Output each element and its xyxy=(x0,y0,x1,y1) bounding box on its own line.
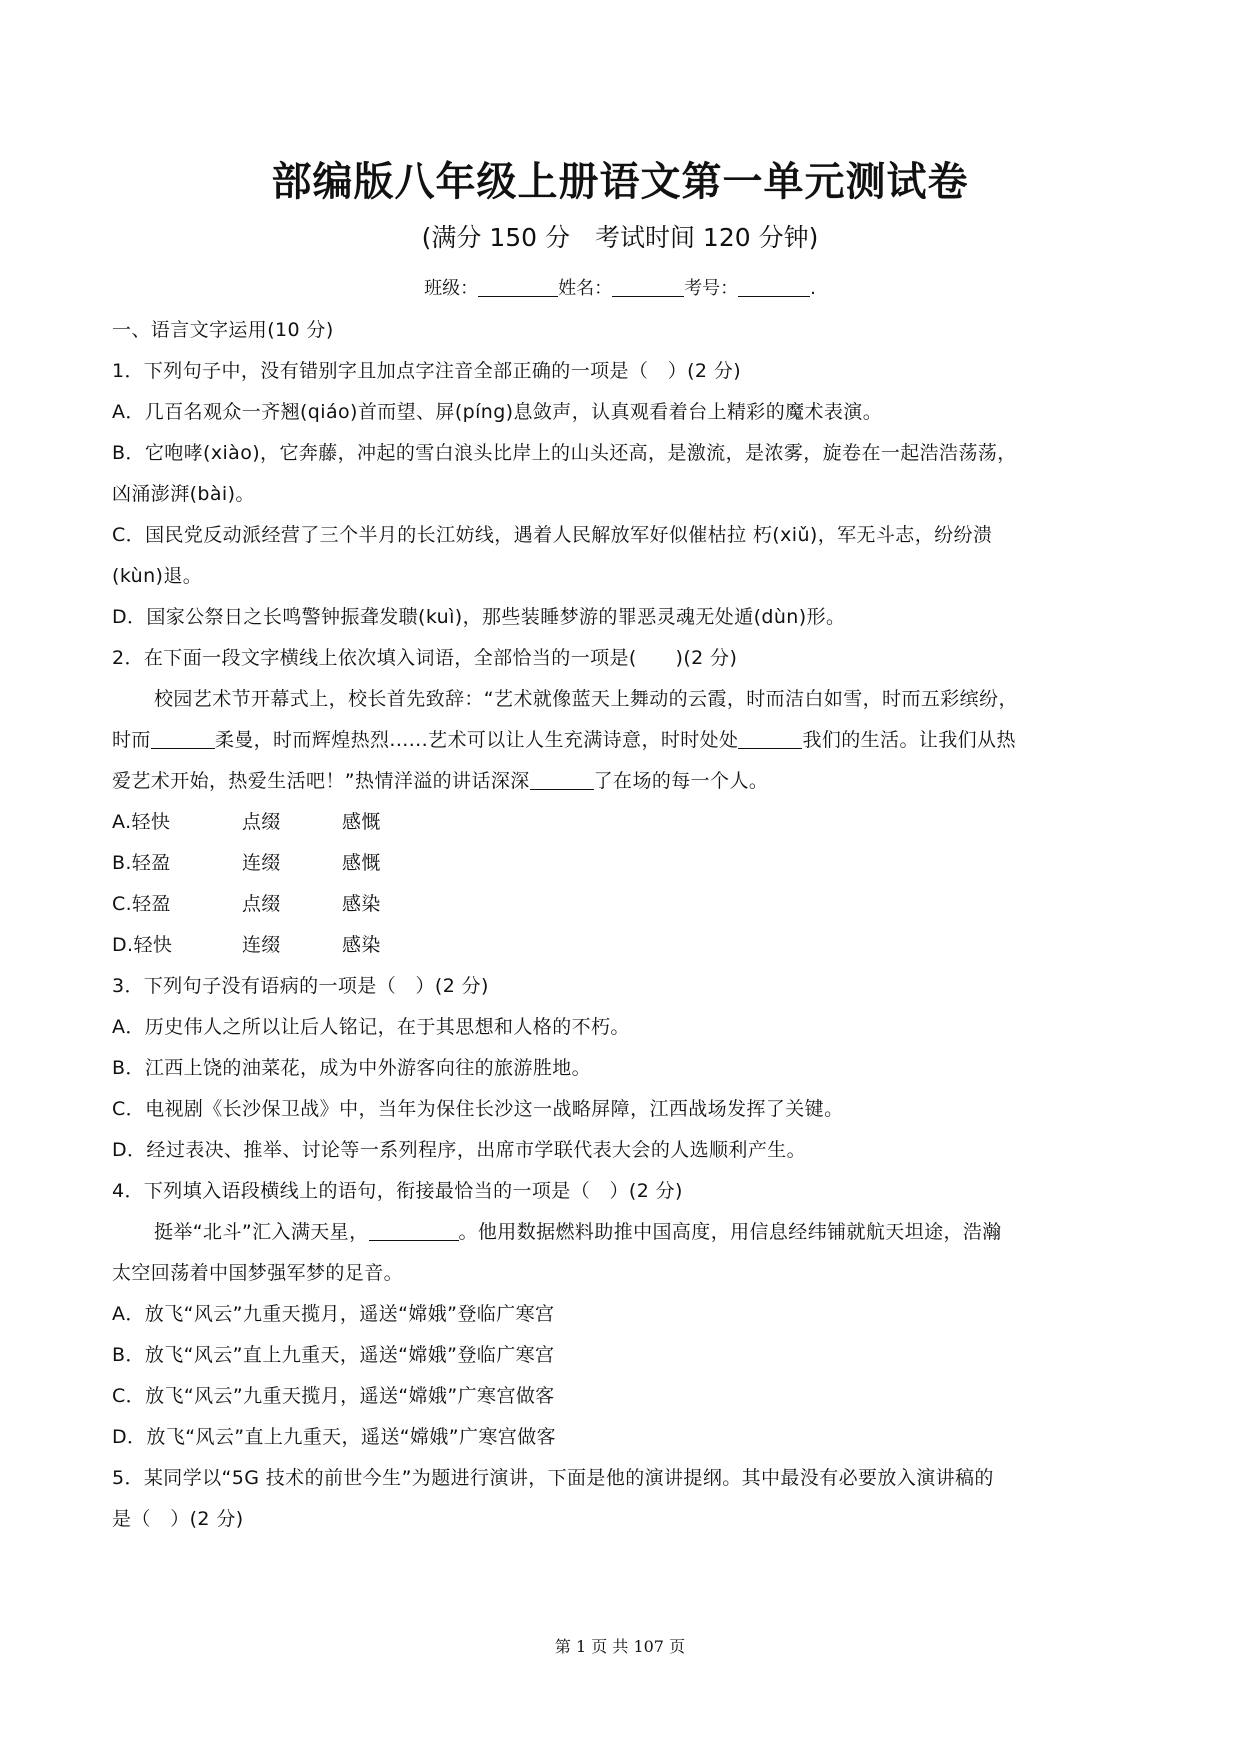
question-5-stem-cont: 是（ ）(2 分) xyxy=(112,1508,244,1530)
option-word: 感慨 xyxy=(342,811,381,833)
question-1-option-b: B．它咆哮(xiào)，它奔藤，冲起的雪白浪头比岸上的山头还高，是激流，是浓雾，旋卷在一起浩浩荡荡， xyxy=(112,442,1017,464)
passage-text: 挺举“北斗”汇入满天星， xyxy=(154,1221,369,1243)
question-1-option-c: C．国民党反动派经营了三个半月的长江妨线，遇着人民解放军好似催枯拉 朽(xiǔ)，军无斗志，纷纷溃 xyxy=(112,524,993,546)
number-label: 考号： xyxy=(684,278,739,299)
option-word: 感染 xyxy=(342,893,381,915)
question-1-option-b-cont: 凶涌澎湃(bài)。 xyxy=(112,483,255,505)
passage-text: 了在场的每一个人。 xyxy=(593,770,769,792)
number-blank xyxy=(738,272,810,297)
option-word: C.轻盈 xyxy=(112,893,171,915)
question-2-option-d xyxy=(112,925,1127,966)
question-4-passage-line-1 xyxy=(112,1212,1127,1253)
question-1-option-a: A．几百名观众一齐翘(qiáo)首而望、屏(píng)息敛声，认真观看着台上精彩的魔术表演。 xyxy=(112,401,883,423)
passage-text: 柔曼，时而辉煌热烈......艺术可以让人生充满诗意，时时处处 xyxy=(214,729,739,751)
question-2-option-a xyxy=(112,802,1127,843)
option-word: 点缀 xyxy=(242,811,281,833)
option-word: A.轻快 xyxy=(112,811,171,833)
option-word: 感慨 xyxy=(342,852,381,874)
passage-text: 爱艺术开始，热爱生活吧！”热情洋溢的讲话深深 xyxy=(112,770,530,792)
question-1-option-c-cont: (kùn)退。 xyxy=(112,565,203,587)
class-blank xyxy=(478,272,558,297)
answer-blank xyxy=(369,1216,459,1241)
passage-text: 。他用数据燃料助推中国高度，用信息经纬铺就航天坦途，浩瀚 xyxy=(458,1221,1002,1243)
answer-blank xyxy=(151,724,215,749)
question-1-stem: 1．下列句子中，没有错别字且加点字注音全部正确的一项是（ ）(2 分) xyxy=(112,360,742,382)
question-5-stem: 5．某同学以“5G 技术的前世今生”为题进行演讲，下面是他的演讲提纲。其中最没有必要放入演讲稿的 xyxy=(112,1467,994,1489)
option-word: 连缀 xyxy=(242,852,281,874)
option-word: D.轻快 xyxy=(112,934,173,956)
option-word: 点缀 xyxy=(242,893,281,915)
question-2-passage-line-3 xyxy=(112,761,1127,802)
info-end-mark: . xyxy=(810,278,816,299)
question-4-passage-line-2: 太空回荡着中国梦强军梦的足音。 xyxy=(112,1262,404,1284)
option-word: B.轻盈 xyxy=(112,852,171,874)
question-2-passage-line-2 xyxy=(112,720,1127,761)
passage-text: 我们的生活。让我们从热 xyxy=(802,729,1016,751)
exam-subtitle: (满分 150 分 考试时间 120 分钟) xyxy=(421,223,819,252)
student-info-line xyxy=(0,272,1240,300)
question-2-option-b xyxy=(112,843,1127,884)
question-3-option-d: D．经过表决、推举、讨论等一系列程序，出席市学联代表大会的人选顺利产生。 xyxy=(112,1139,807,1161)
question-4-option-b: B．放飞“风云”直上九重天，遥送“嫦娥”登临广寒宫 xyxy=(112,1344,555,1366)
exam-content xyxy=(112,310,1127,1540)
question-2-stem: 2．在下面一段文字横线上依次填入词语，全部恰当的一项是( )(2 分) xyxy=(112,647,738,669)
answer-blank xyxy=(530,765,594,790)
question-2-option-c xyxy=(112,884,1127,925)
question-3-option-a: A．历史伟人之所以让后人铭记，在于其思想和人格的不朽。 xyxy=(112,1016,630,1038)
question-3-stem: 3．下列句子没有语病的一项是（ ）(2 分) xyxy=(112,975,489,997)
question-3-option-c: C．电视剧《长沙保卫战》中，当年为保住长沙这一战略屏障，江西战场发挥了关键。 xyxy=(112,1098,844,1120)
question-2-passage-line-1: 校园艺术节开幕式上，校长首先致辞：“艺术就像蓝天上舞动的云霞，时而洁白如雪，时而五彩缤纷， xyxy=(154,688,1018,710)
passage-text: 时而 xyxy=(112,729,151,751)
option-word: 连缀 xyxy=(242,934,281,956)
question-4-stem: 4．下列填入语段横线上的语句，衔接最恰当的一项是（ ）(2 分) xyxy=(112,1180,683,1202)
question-4-option-d: D．放飞“风云”直上九重天，遥送“嫦娥”广寒宫做客 xyxy=(112,1426,557,1448)
class-label: 班级： xyxy=(424,278,479,299)
option-word: 感染 xyxy=(342,934,381,956)
name-label: 姓名： xyxy=(558,278,613,299)
section-heading: 一、语言文字运用(10 分) xyxy=(112,319,334,341)
question-4-option-c: C．放飞“风云”九重天揽月，遥送“嫦娥”广寒宫做客 xyxy=(112,1385,555,1407)
answer-blank xyxy=(738,724,802,749)
question-4-option-a: A．放飞“风云”九重天揽月，遥送“嫦娥”登临广寒宫 xyxy=(112,1303,555,1325)
question-1-option-d: D．国家公祭日之长鸣警钟振聋发聩(kuì)，那些装睡梦游的罪恶灵魂无处遁(dùn)形。 xyxy=(112,606,846,628)
page-title: 部编版八年级上册语文第一单元测试卷 xyxy=(271,158,969,205)
name-blank xyxy=(612,272,684,297)
question-3-option-b: B．江西上饶的油菜花，成为中外游客向往的旅游胜地。 xyxy=(112,1057,592,1079)
page-number: 第 1 页 共 107 页 xyxy=(554,1637,686,1656)
